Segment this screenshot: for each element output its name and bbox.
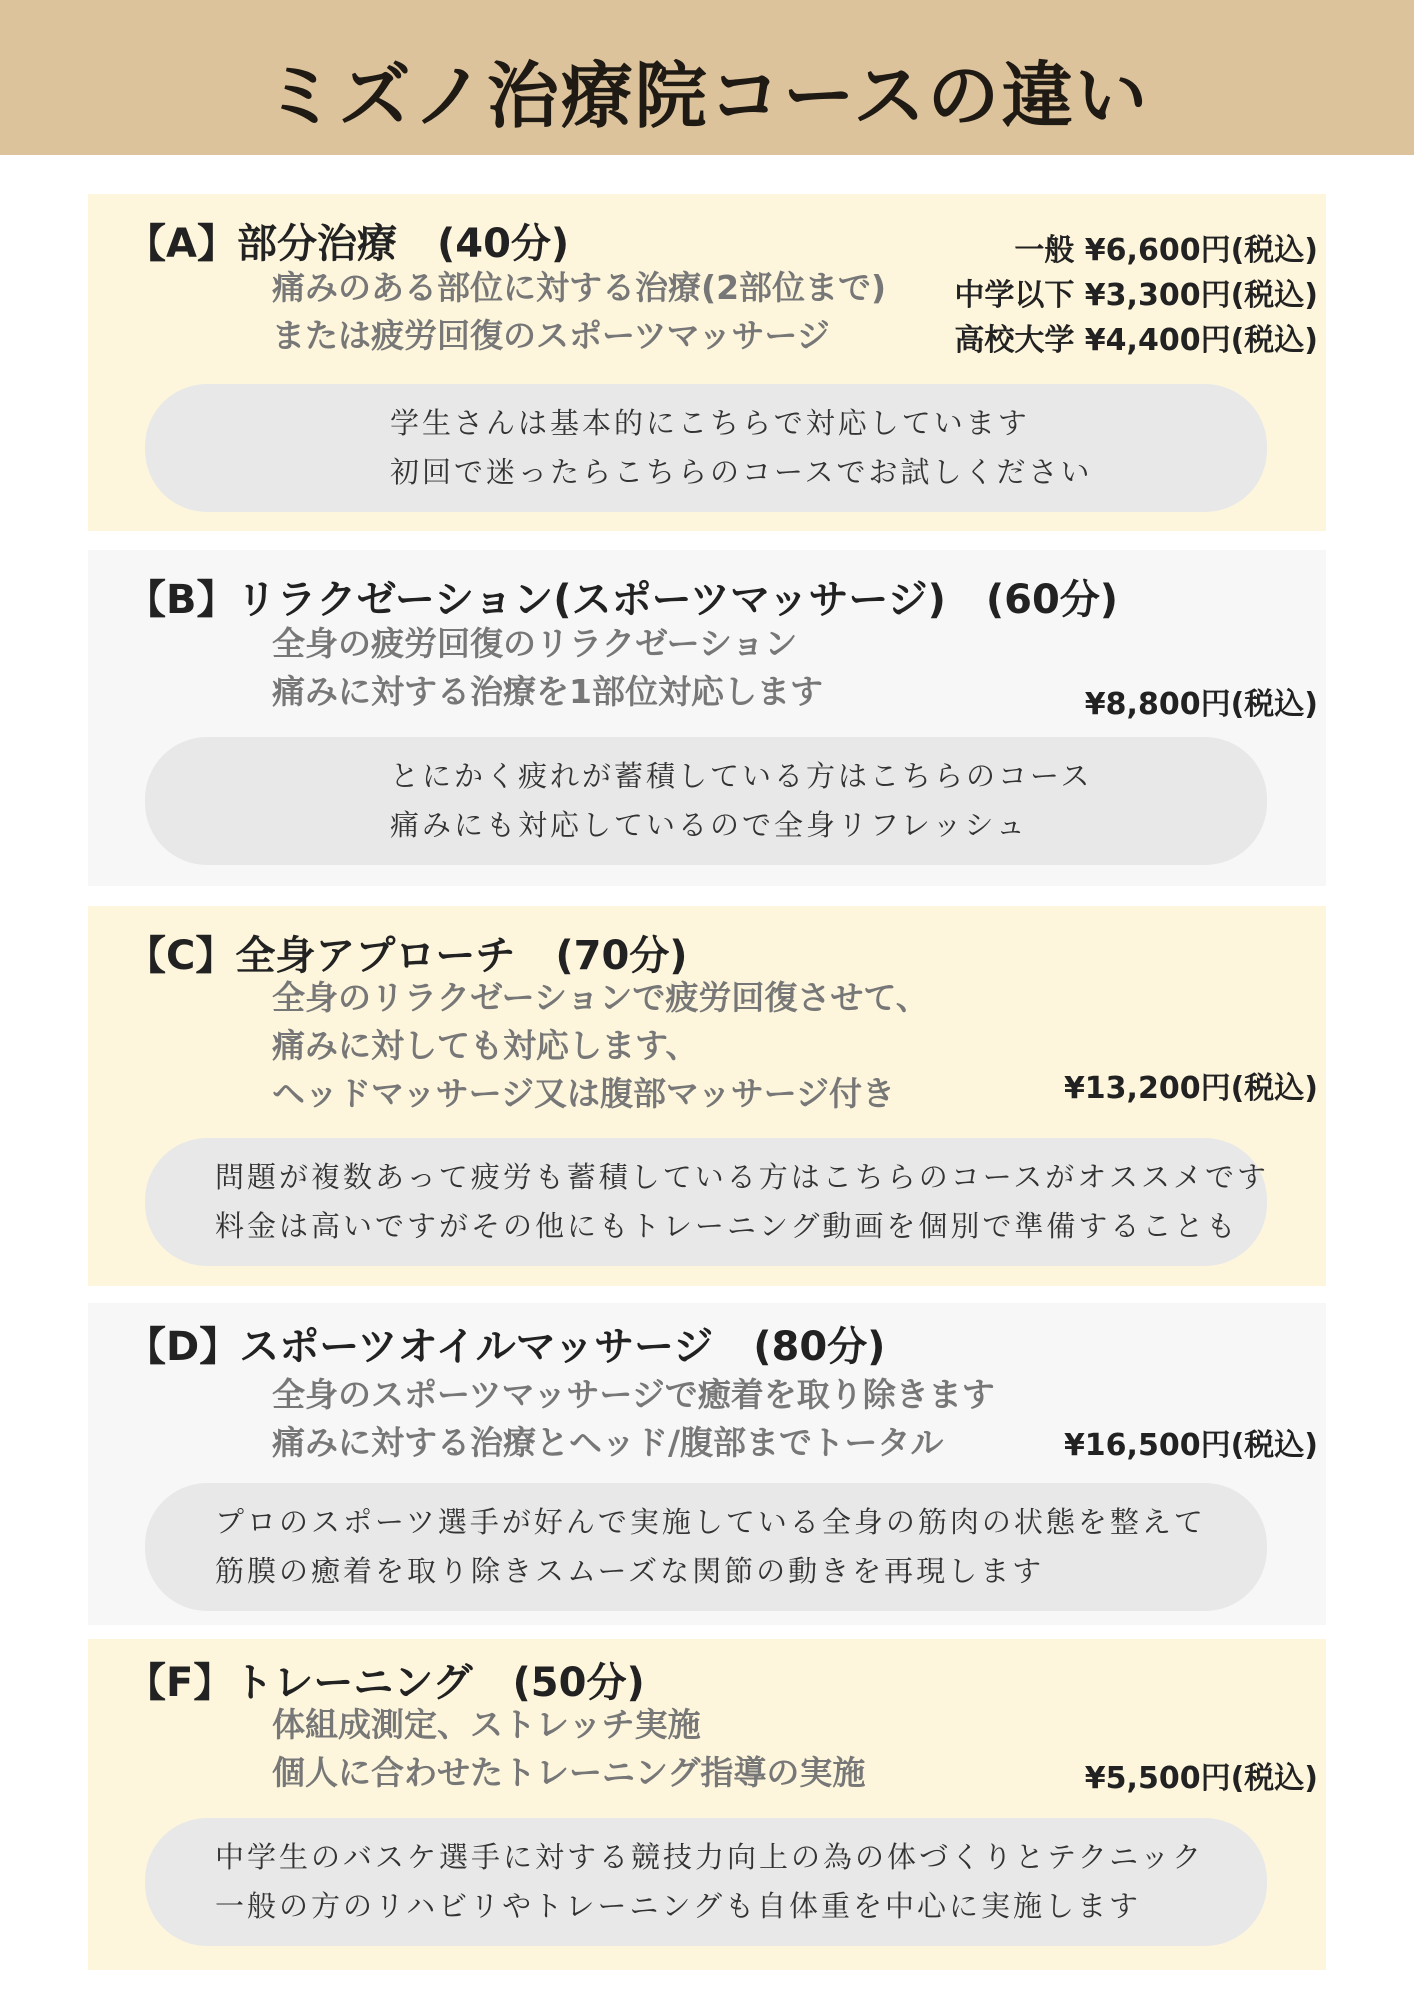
course-a-price-junior: 中学以下 ¥3,300円(税込) <box>954 278 1318 313</box>
course-d-note-line-1: プロのスポーツ選手が好んで実施している全身の筋肉の状態を整えて <box>215 1505 1206 1539</box>
course-d-desc-2: 痛みに対する治療とヘッド/腹部までトータル <box>272 1423 944 1462</box>
course-a-note <box>145 384 1267 512</box>
course-c-note <box>145 1138 1267 1266</box>
course-b-desc-1: 全身の疲労回復のリラクゼーション <box>272 624 798 663</box>
course-b-note-line-1: とにかく疲れが蓄積している方はこちらのコース <box>390 759 1093 793</box>
course-a-price-general: 一般 ¥6,600円(税込) <box>1014 233 1318 268</box>
course-d-note <box>145 1483 1267 1611</box>
course-a-desc-2: または疲労回復のスポーツマッサージ <box>272 316 830 355</box>
course-a-desc-1: 痛みのある部位に対する治療(2部位まで) <box>272 268 887 307</box>
course-f-note-line-2: 一般の方のリハビリやトレーニングも自体重を中心に実施します <box>215 1889 1141 1923</box>
course-b-note <box>145 737 1267 865</box>
course-f-note-line-1: 中学生のバスケ選手に対する競技力向上の為の体づくりとテクニック <box>215 1840 1205 1874</box>
course-d-note-line-2: 筋膜の癒着を取り除きスムーズな関節の動きを再現します <box>215 1554 1045 1588</box>
course-b-price: ¥8,800円(税込) <box>1084 687 1318 722</box>
course-d-price: ¥16,500円(税込) <box>1063 1428 1318 1463</box>
course-f-price: ¥5,500円(税込) <box>1084 1761 1318 1796</box>
course-f-note <box>145 1818 1267 1946</box>
course-c-desc-3: ヘッドマッサージ又は腹部マッサージ付き <box>272 1074 896 1113</box>
course-a-section <box>88 194 1326 531</box>
course-b-section <box>88 550 1326 886</box>
course-c-price: ¥13,200円(税込) <box>1063 1071 1318 1106</box>
course-f-title: 【F】トレーニング (50分) <box>126 1660 645 1706</box>
course-d-title: 【D】スポーツオイルマッサージ (80分) <box>126 1324 886 1370</box>
course-f-section <box>88 1639 1326 1970</box>
course-c-section <box>88 906 1326 1286</box>
course-f-desc-2: 個人に合わせたトレーニング指導の実施 <box>272 1753 866 1792</box>
course-d-desc-1: 全身のスポーツマッサージで癒着を取り除きます <box>272 1375 995 1414</box>
course-a-note-line-1: 学生さんは基本的にこちらで対応しています <box>390 406 1030 440</box>
course-d-section <box>88 1303 1326 1625</box>
course-a-title: 【A】部分治療 (40分) <box>126 221 570 267</box>
course-b-title: 【B】リラクゼーション(スポーツマッサージ) (60分) <box>126 577 1119 623</box>
course-b-desc-2: 痛みに対する治療を1部位対応します <box>272 672 823 711</box>
course-b-note-line-2: 痛みにも対応しているので全身リフレッシュ <box>390 808 1028 842</box>
page-header <box>0 0 1414 155</box>
course-a-note-line-2: 初回で迷ったらこちらのコースでお試しください <box>390 455 1093 489</box>
course-c-desc-2: 痛みに対しても対応します、 <box>272 1026 699 1065</box>
course-c-note-line-1: 問題が複数あって疲労も蓄積している方はこちらのコースがオススメです <box>215 1160 1269 1194</box>
course-a-price-student: 高校大学 ¥4,400円(税込) <box>954 323 1318 358</box>
course-c-title: 【C】全身アプローチ (70分) <box>126 933 688 979</box>
course-c-desc-1: 全身のリラクゼーションで疲労回復させて、 <box>272 978 929 1017</box>
course-f-desc-1: 体組成測定、ストレッチ実施 <box>272 1705 701 1744</box>
page-title: ミズノ治療院コースの違い <box>264 54 1150 138</box>
course-c-note-line-2: 料金は高いですがその他にもトレーニング動画を個別で準備することも <box>215 1209 1239 1243</box>
